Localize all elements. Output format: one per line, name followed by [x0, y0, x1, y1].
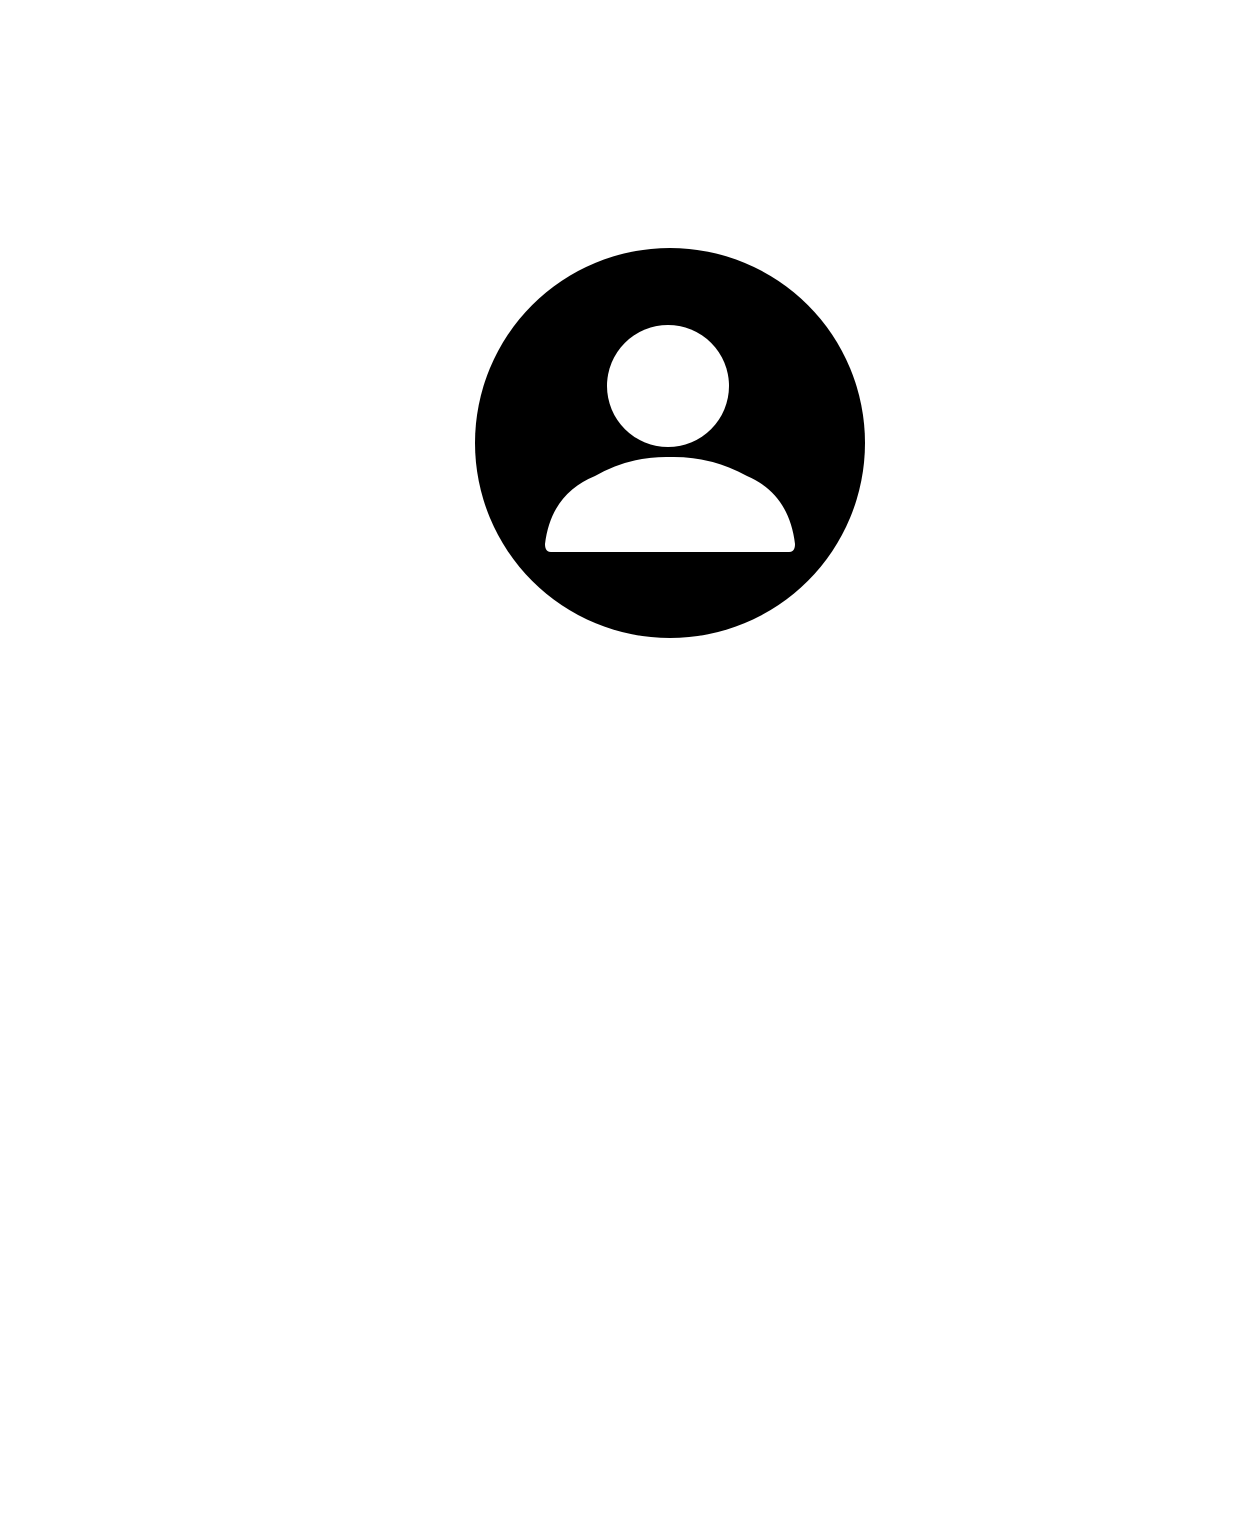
user-profile-icon	[475, 248, 865, 638]
user-head-shape	[607, 325, 729, 447]
avatar[interactable]	[475, 248, 865, 638]
